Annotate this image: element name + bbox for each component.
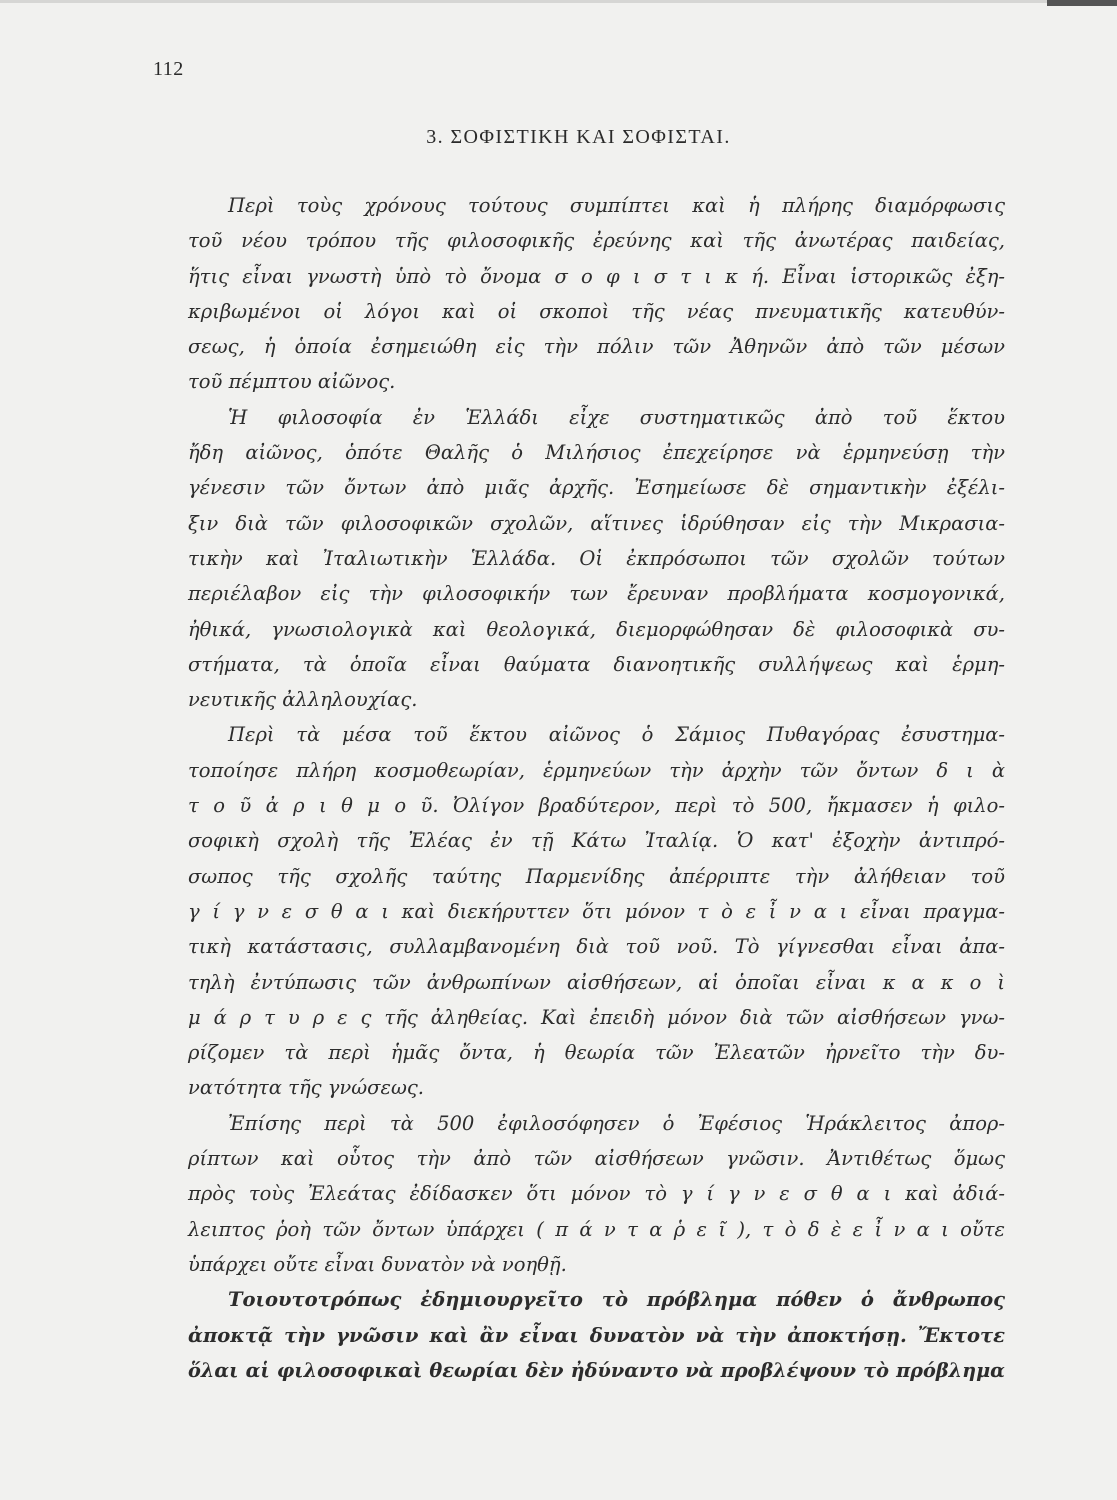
text-line: γένεσιν τῶν ὄντων ἀπὸ μιᾶς ἀρχῆς. Ἐσημείωσε δὲ σημαντικὴν ἐξέλι- [188, 476, 1005, 500]
page-number: 112 [153, 58, 184, 80]
text-line: γ ί γ ν ε σ θ α ι καὶ διεκήρυττεν ὅτι μόνον τ ὸ ε ἶ ν α ι εἶναι πραγμα- [188, 899, 1005, 923]
text-line: τηλὴ ἐντύπωσις τῶν ἀνθρωπίνων αἰσθήσεων, αἱ ὁποῖαι εἶναι κ α κ ο ὶ [188, 970, 1005, 994]
text-line: κριβωμένοι οἱ λόγοι καὶ οἱ σκοποὶ τῆς νέας πνευματικῆς κατευθύν- [188, 299, 1005, 323]
text-line: ρίζομεν τὰ περὶ ἡμᾶς ὄντα, ἡ θεωρία τῶν Ἐλεατῶν ἠρνεῖτο τὴν δυ- [188, 1041, 1005, 1065]
text-line: ὅλαι αἱ φιλοσοφικαὶ θεωρίαι δὲν ἠδύναντο νὰ προβλέψουν τὸ πρόβλημα [188, 1358, 1005, 1382]
scan-corner-mark [1047, 0, 1117, 6]
text-line: τοῦ πέμπτου αἰῶνος. [188, 370, 396, 394]
text-line: τ ο ῦ ἀ ρ ι θ μ ο ῦ. Ὀλίγον βραδύτερον, περὶ τὸ 500, ἤκμασεν ἡ φιλο- [188, 794, 1005, 818]
text-line: νατότητα τῆς γνώσεως. [188, 1076, 424, 1100]
text-line: σωπος τῆς σχολῆς ταύτης Παρμενίδης ἀπέρριπτε τὴν ἀλήθειαν τοῦ [188, 864, 1005, 888]
text-line: πρὸς τοὺς Ἐλεάτας ἐδίδασκεν ὅτι μόνον τὸ γ ί γ ν ε σ θ α ι καὶ ἀδιά- [188, 1182, 1005, 1206]
text-line: ξιν διὰ τῶν φιλοσοφικῶν σχολῶν, αἵτινες ἱδρύθησαν εἰς τὴν Μικρασια- [188, 511, 1005, 535]
text-line: Τοιουτοτρόπως ἐδημιουργεῖτο τὸ πρόβλημα πόθεν ὁ ἄνθρωπος [228, 1288, 1005, 1312]
text-line: νευτικῆς ἀλληλουχίας. [188, 688, 418, 712]
text-line: ρίπτων καὶ οὗτος τὴν ἀπὸ τῶν αἰσθήσεων γνῶσιν. Ἀντιθέτως ὅμως [188, 1147, 1005, 1171]
text-line: Ἐπίσης περὶ τὰ 500 ἐφιλοσόφησεν ὁ Ἐφέσιος Ἡράκλειτος ἀπορ- [228, 1111, 1005, 1135]
text-line: σεως, ἡ ὁποία ἐσημειώθη εἰς τὴν πόλιν τῶν Ἀθηνῶν ἀπὸ τῶν μέσων [188, 335, 1005, 359]
text-line: περιέλαβον εἰς τὴν φιλοσοφικήν των ἔρευναν προβλήματα κοσμογονικά, [188, 582, 1005, 606]
text-line: μ ά ρ τ υ ρ ε ς τῆς ἀληθείας. Καὶ ἐπειδὴ μόνον διὰ τῶν αἰσθήσεων γνω- [188, 1005, 1005, 1029]
text-line: στήματα, τὰ ὁποῖα εἶναι θαύματα διανοητικῆς συλλήψεως καὶ ἑρμη- [188, 652, 1005, 676]
page-top-edge [0, 0, 1117, 3]
text-line: σοφικὴ σχολὴ τῆς Ἐλέας ἐν τῇ Κάτω Ἰταλίᾳ. Ὁ κατ' ἐξοχὴν ἀντιπρό- [188, 829, 1005, 853]
text-line: ἀποκτᾷ τὴν γνῶσιν καὶ ἂν εἶναι δυνατὸν νὰ τὴν ἀποκτήσῃ. Ἔκτοτε [188, 1323, 1005, 1347]
text-line: Ἡ φιλοσοφία ἐν Ἑλλάδι εἶχε συστηματικῶς ἀπὸ τοῦ ἕκτου [228, 405, 1005, 429]
text-line: ἤδη αἰῶνος, ὁπότε Θαλῆς ὁ Μιλήσιος ἐπεχείρησε νὰ ἑρμηνεύσῃ τὴν [188, 441, 1005, 465]
text-line: Περὶ τοὺς χρόνους τούτους συμπίπτει καὶ ἡ πλήρης διαμόρφωσις [228, 194, 1005, 217]
text-line: λειπτος ῥοὴ τῶν ὄντων ὑπάρχει ( π ά ν τ α ῥ ε ῖ ), τ ὸ δ ὲ ε ἶ ν α ι οὔτε [188, 1217, 1005, 1241]
text-line: τικὴν καὶ Ἰταλιωτικὴν Ἑλλάδα. Οἱ ἐκπρόσωποι τῶν σχολῶν τούτων [188, 546, 1005, 570]
chapter-title: 3. ΣΟΦΙΣΤΙΚΗ ΚΑΙ ΣΟΦΙΣΤΑΙ. [426, 126, 731, 148]
text-line: τικὴ κατάστασις, συλλαμβανομένη διὰ τοῦ νοῦ. Τὸ γίγνεσθαι εἶναι ἀπα- [188, 935, 1005, 959]
chapter-title-wrap [0, 126, 1117, 149]
text-line: τοποίησε πλήρη κοσμοθεωρίαν, ἑρμηνεύων τὴν ἀρχὴν τῶν ὄντων δ ι ὰ [188, 758, 1005, 782]
body-text [188, 188, 1005, 1388]
text-line: ὑπάρχει οὔτε εἶναι δυνατὸν νὰ νοηθῇ. [188, 1252, 567, 1276]
text-line: Περὶ τὰ μέσα τοῦ ἕκτου αἰῶνος ὁ Σάμιος Πυθαγόρας ἐσυστημα- [228, 723, 1005, 747]
text-line: ἠθικά, γνωσιολογικὰ καὶ θεολογικά, διεμορφώθησαν δὲ φιλοσοφικὰ συ- [188, 617, 1005, 641]
text-line: τοῦ νέου τρόπου τῆς φιλοσοφικῆς ἐρεύνης καὶ τῆς ἀνωτέρας παιδείας, [188, 229, 1005, 253]
text-line: ἥτις εἶναι γνωστὴ ὑπὸ τὸ ὄνομα σ ο φ ι σ τ ι κ ή. Εἶναι ἱστορικῶς ἐξη- [188, 264, 1005, 288]
